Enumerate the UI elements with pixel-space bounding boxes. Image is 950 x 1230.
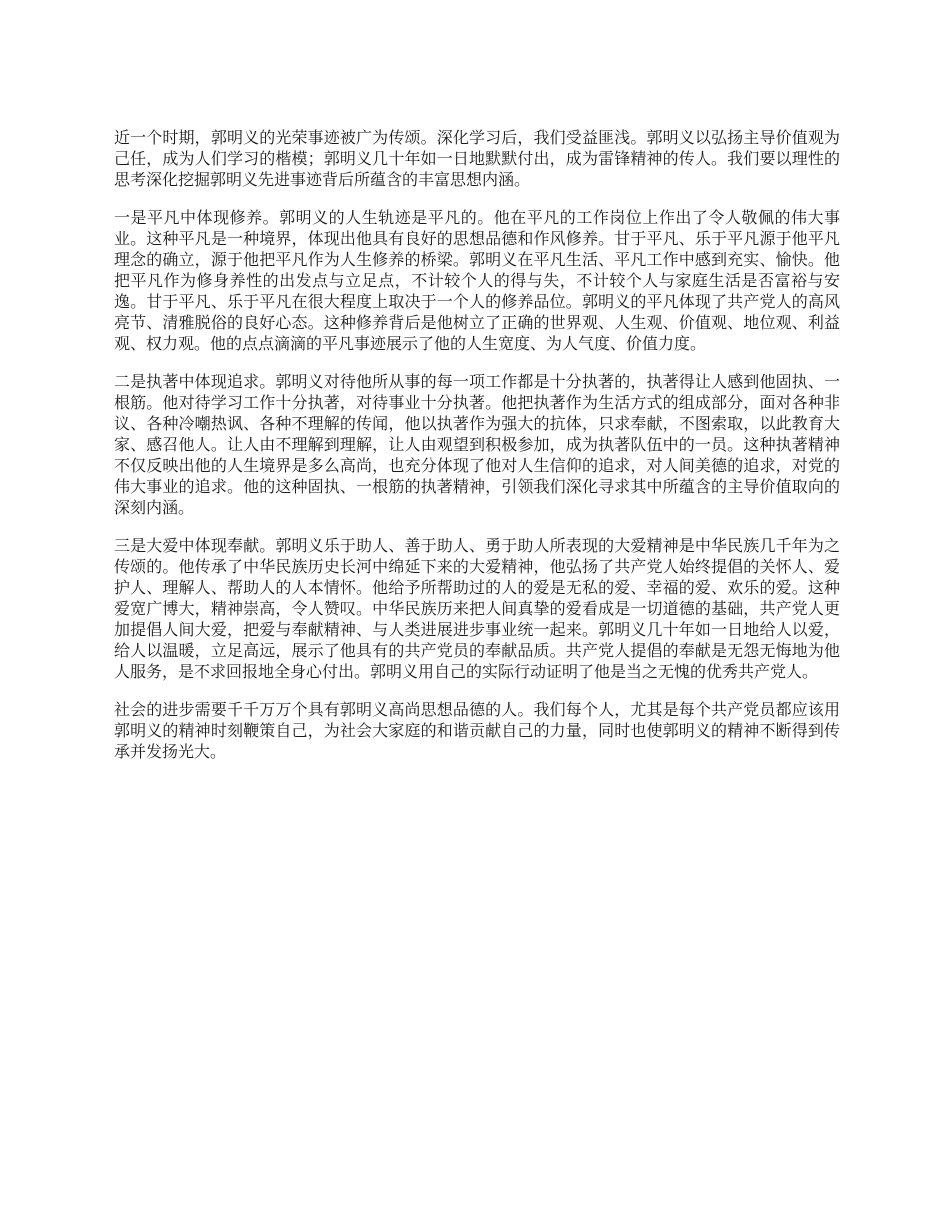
paragraph-persistence-pursuit: 二是执著中体现追求。郭明义对待他所从事的每一项工作都是十分执著的，执著得让人感到他固执、一根筋。他对待学习工作十分执著，对待事业十分执著。他把执著作为生活方式的组成部分，面对各种非议、各种冷嘲热讽、各种不理解的传闻，他以执著作为强大的抗体，只求奉献，不图索取，以此教育大家、感召他人。让人由不理解到理解，让人由观望到积极参加，成为执著队伍中的一员。这种执著精神不仅反映出他的人生境界是多么高尚，也充分体现了他对人生信仰的追求，对人间美德的追求，对党的伟大事业的追求。他的这种固执、一根筋的执著精神，引领我们深化寻求其中所蕴含的主导价值取向的深刻内涵。 [114, 372, 840, 517]
document-body [114, 127, 840, 779]
paragraph-intro: 近一个时期，郭明义的光荣事迹被广为传颂。深化学习后，我们受益匪浅。郭明义以弘扬主导价值观为己任，成为人们学习的楷模；郭明义几十年如一日地默默付出，成为雷锋精神的传人。我们要以理性的思考深化挖掘郭明义先进事迹背后所蕴含的丰富思想内涵。 [114, 128, 840, 189]
paragraph-love-dedication: 三是大爱中体现奉献。郭明义乐于助人、善于助人、勇于助人所表现的大爱精神是中华民族几千年为之传颂的。他传承了中华民族历史长河中绵延下来的大爱精神，他弘扬了共产党人始终提倡的关怀人、爱护人、理解人、帮助人的人本情怀。他给予所帮助过的人的爱是无私的爱、幸福的爱、欢乐的爱。这种爱宽广博大，精神崇高，令人赞叹。中华民族历来把人间真挚的爱看成是一切道德的基础，共产党人更加提倡人间大爱，把爱与奉献精神、与人类进展进步事业统一起来。郭明义几十年如一日地给人以爱，给人以温暖，立足高远，展示了他具有的共产党员的奉献品质。共产党人提倡的奉献是无怨无悔地为他人服务，是不求回报地全身心付出。郭明义用自己的实际行动证明了他是当之无愧的优秀共产党人。 [114, 536, 840, 681]
paragraph-ordinary-cultivation: 一是平凡中体现修养。郭明义的人生轨迹是平凡的。他在平凡的工作岗位上作出了令人敬佩的伟大事业。这种平凡是一种境界，体现出他具有良好的思想品德和作风修养。甘于平凡、乐于平凡源于他平凡理念的确立，源于他把平凡作为人生修养的桥梁。郭明义在平凡生活、平凡工作中感到充实、愉快。他把平凡作为修身养性的出发点与立足点，不计较个人的得与失，不计较个人与家庭生活是否富裕与安逸。甘于平凡、乐于平凡在很大程度上取决于一个人的修养品位。郭明义的平凡体现了共产党人的高风亮节、清雅脱俗的良好心态。这种修养背后是他树立了正确的世界观、人生观、价值观、地位观、利益观、权力观。他的点点滴滴的平凡事迹展示了他的人生宽度、为人气度、价值力度。 [114, 208, 840, 353]
paragraph-conclusion: 社会的进步需要千千万万个具有郭明义高尚思想品德的人。我们每个人，尤其是每个共产党员都应该用郭明义的精神时刻鞭策自己，为社会大家庭的和谐贡献自己的力量，同时也使郭明义的精神不断得到传承并发扬光大。 [114, 700, 840, 761]
